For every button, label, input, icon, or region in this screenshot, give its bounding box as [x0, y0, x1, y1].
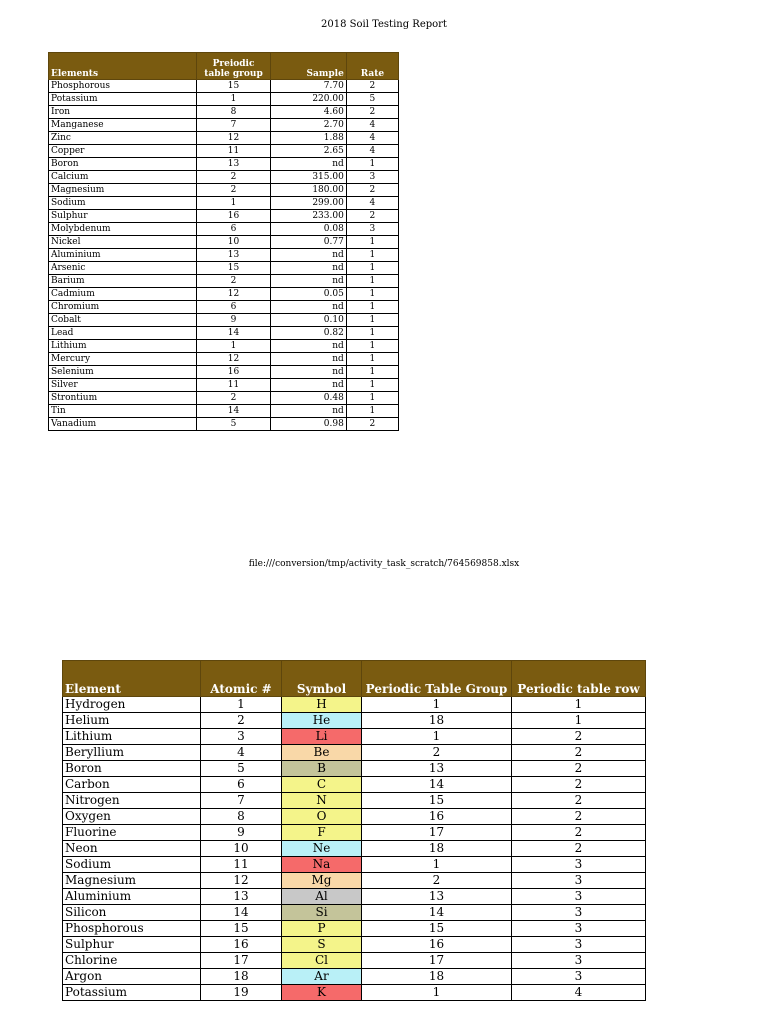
cell-element: Argon [63, 969, 201, 985]
cell-sample: nd [270, 301, 346, 314]
cell-periodic-group: 14 [362, 905, 512, 921]
cell-periodic-row: 3 [512, 953, 646, 969]
cell-atomic-number: 7 [201, 793, 282, 809]
cell-element: Helium [63, 713, 201, 729]
cell-sample: 0.05 [270, 288, 346, 301]
cell-symbol: Be [282, 745, 362, 761]
cell-rate: 1 [346, 158, 398, 171]
cell-atomic-number: 2 [201, 713, 282, 729]
cell-periodic-row: 3 [512, 857, 646, 873]
cell-sample: 0.77 [270, 236, 346, 249]
cell-atomic-number: 15 [201, 921, 282, 937]
cell-symbol: F [282, 825, 362, 841]
cell-element: Lithium [63, 729, 201, 745]
cell-group: 11 [197, 145, 270, 158]
col-header-periodic-row: Periodic table row [512, 661, 646, 697]
cell-group: 5 [197, 418, 270, 431]
cell-rate: 1 [346, 340, 398, 353]
cell-periodic-row: 2 [512, 745, 646, 761]
cell-group: 1 [197, 197, 270, 210]
cell-element: Aluminium [49, 249, 197, 262]
cell-rate: 2 [346, 418, 398, 431]
cell-sample: 180.00 [270, 184, 346, 197]
cell-periodic-row: 3 [512, 969, 646, 985]
cell-element: Manganese [49, 119, 197, 132]
table-row [63, 889, 646, 905]
cell-element: Lead [49, 327, 197, 340]
cell-element: Lithium [49, 340, 197, 353]
cell-element: Aluminium [63, 889, 201, 905]
cell-rate: 1 [346, 353, 398, 366]
table-row [63, 873, 646, 889]
cell-periodic-group: 2 [362, 745, 512, 761]
cell-periodic-group: 18 [362, 841, 512, 857]
cell-sample: 0.08 [270, 223, 346, 236]
cell-symbol: Mg [282, 873, 362, 889]
cell-sample: 2.65 [270, 145, 346, 158]
cell-sample: 1.88 [270, 132, 346, 145]
cell-rate: 1 [346, 366, 398, 379]
cell-sample: nd [270, 158, 346, 171]
cell-periodic-group: 1 [362, 857, 512, 873]
table-row [49, 223, 399, 236]
cell-element: Silicon [63, 905, 201, 921]
cell-sample: 4.60 [270, 106, 346, 119]
table-row [49, 301, 399, 314]
table-row [49, 145, 399, 158]
cell-group: 14 [197, 405, 270, 418]
table-row [49, 366, 399, 379]
table-row [49, 340, 399, 353]
cell-group: 12 [197, 132, 270, 145]
cell-group: 8 [197, 106, 270, 119]
cell-element: Calcium [49, 171, 197, 184]
cell-rate: 1 [346, 392, 398, 405]
table-row [49, 379, 399, 392]
cell-atomic-number: 8 [201, 809, 282, 825]
cell-symbol: He [282, 713, 362, 729]
cell-group: 6 [197, 223, 270, 236]
cell-atomic-number: 13 [201, 889, 282, 905]
col-header-periodic-group: Periodic Table Group [362, 661, 512, 697]
cell-atomic-number: 18 [201, 969, 282, 985]
cell-periodic-group: 1 [362, 985, 512, 1001]
cell-element: Sodium [63, 857, 201, 873]
cell-element: Vanadium [49, 418, 197, 431]
table-row [49, 80, 399, 93]
cell-sample: nd [270, 366, 346, 379]
cell-periodic-row: 3 [512, 889, 646, 905]
cell-periodic-row: 3 [512, 905, 646, 921]
cell-element: Selenium [49, 366, 197, 379]
cell-element: Chromium [49, 301, 197, 314]
file-path: file:///conversion/tmp/activity_task_scratch/764569858.xlsx [248, 559, 520, 569]
cell-group: 12 [197, 288, 270, 301]
table-row [49, 418, 399, 431]
cell-periodic-group: 15 [362, 921, 512, 937]
cell-element: Cadmium [49, 288, 197, 301]
cell-periodic-row: 3 [512, 937, 646, 953]
cell-rate: 4 [346, 145, 398, 158]
table-row [49, 93, 399, 106]
cell-symbol: Si [282, 905, 362, 921]
table-row [63, 793, 646, 809]
table-row [49, 106, 399, 119]
cell-periodic-group: 13 [362, 889, 512, 905]
cell-sample: 2.70 [270, 119, 346, 132]
cell-rate: 1 [346, 405, 398, 418]
table-row [49, 353, 399, 366]
cell-periodic-group: 16 [362, 937, 512, 953]
cell-sample: nd [270, 249, 346, 262]
cell-group: 16 [197, 366, 270, 379]
cell-element: Phosphorous [63, 921, 201, 937]
cell-rate: 1 [346, 249, 398, 262]
table-row [49, 288, 399, 301]
cell-sample: 0.98 [270, 418, 346, 431]
cell-group: 15 [197, 262, 270, 275]
cell-symbol: K [282, 985, 362, 1001]
col-header-sample: Sample [270, 53, 346, 80]
cell-element: Arsenic [49, 262, 197, 275]
cell-group: 11 [197, 379, 270, 392]
cell-rate: 2 [346, 184, 398, 197]
cell-group: 2 [197, 275, 270, 288]
cell-periodic-group: 2 [362, 873, 512, 889]
cell-periodic-row: 1 [512, 713, 646, 729]
cell-atomic-number: 3 [201, 729, 282, 745]
cell-rate: 1 [346, 327, 398, 340]
cell-rate: 5 [346, 93, 398, 106]
cell-rate: 1 [346, 314, 398, 327]
cell-atomic-number: 17 [201, 953, 282, 969]
cell-element: Potassium [49, 93, 197, 106]
cell-symbol: Li [282, 729, 362, 745]
cell-element: Carbon [63, 777, 201, 793]
table-row [49, 158, 399, 171]
cell-group: 16 [197, 210, 270, 223]
cell-element: Sodium [49, 197, 197, 210]
table-row [63, 953, 646, 969]
cell-rate: 2 [346, 80, 398, 93]
cell-periodic-row: 2 [512, 761, 646, 777]
table-row [49, 119, 399, 132]
table-row [49, 249, 399, 262]
cell-symbol: Ar [282, 969, 362, 985]
cell-periodic-row: 3 [512, 921, 646, 937]
col-header-rate: Rate [346, 53, 398, 80]
cell-rate: 2 [346, 210, 398, 223]
cell-group: 9 [197, 314, 270, 327]
cell-symbol: Al [282, 889, 362, 905]
cell-group: 2 [197, 392, 270, 405]
table-row [49, 210, 399, 223]
table-row [63, 729, 646, 745]
cell-rate: 1 [346, 288, 398, 301]
table-row [63, 745, 646, 761]
cell-atomic-number: 4 [201, 745, 282, 761]
cell-atomic-number: 19 [201, 985, 282, 1001]
cell-sample: nd [270, 353, 346, 366]
cell-element: Zinc [49, 132, 197, 145]
cell-element: Neon [63, 841, 201, 857]
col-header-elements: Elements [49, 53, 197, 80]
cell-group: 1 [197, 340, 270, 353]
cell-symbol: Cl [282, 953, 362, 969]
cell-group: 10 [197, 236, 270, 249]
cell-element: Fluorine [63, 825, 201, 841]
cell-sample: 0.82 [270, 327, 346, 340]
cell-rate: 1 [346, 262, 398, 275]
cell-rate: 1 [346, 301, 398, 314]
cell-sample: nd [270, 275, 346, 288]
cell-rate: 1 [346, 379, 398, 392]
cell-element: Iron [49, 106, 197, 119]
col-header-symbol: Symbol [282, 661, 362, 697]
soil-table-header-row [49, 53, 399, 80]
cell-sample: nd [270, 379, 346, 392]
table-row [49, 275, 399, 288]
table-row [63, 713, 646, 729]
cell-periodic-group: 14 [362, 777, 512, 793]
cell-element: Molybdenum [49, 223, 197, 236]
cell-element: Chlorine [63, 953, 201, 969]
cell-sample: 0.48 [270, 392, 346, 405]
cell-element: Boron [63, 761, 201, 777]
cell-periodic-row: 2 [512, 809, 646, 825]
cell-element: Potassium [63, 985, 201, 1001]
table-row [63, 905, 646, 921]
table-row [63, 825, 646, 841]
report-title: 2018 Soil Testing Report [321, 19, 447, 30]
cell-sample: 220.00 [270, 93, 346, 106]
cell-element: Sulphur [49, 210, 197, 223]
table-row [49, 327, 399, 340]
cell-element: Strontium [49, 392, 197, 405]
table-row [49, 171, 399, 184]
cell-element: Nickel [49, 236, 197, 249]
cell-element: Tin [49, 405, 197, 418]
cell-atomic-number: 1 [201, 697, 282, 713]
cell-sample: 7.70 [270, 80, 346, 93]
cell-element: Magnesium [49, 184, 197, 197]
cell-group: 14 [197, 327, 270, 340]
cell-periodic-row: 1 [512, 697, 646, 713]
cell-atomic-number: 6 [201, 777, 282, 793]
cell-group: 6 [197, 301, 270, 314]
cell-element: Boron [49, 158, 197, 171]
cell-atomic-number: 16 [201, 937, 282, 953]
cell-symbol: P [282, 921, 362, 937]
cell-periodic-row: 2 [512, 729, 646, 745]
cell-symbol: O [282, 809, 362, 825]
cell-group: 2 [197, 184, 270, 197]
table-row [63, 969, 646, 985]
cell-rate: 2 [346, 106, 398, 119]
cell-element: Sulphur [63, 937, 201, 953]
cell-sample: 233.00 [270, 210, 346, 223]
cell-periodic-group: 18 [362, 969, 512, 985]
cell-periodic-row: 2 [512, 777, 646, 793]
cell-element: Nitrogen [63, 793, 201, 809]
cell-group: 15 [197, 80, 270, 93]
cell-symbol: S [282, 937, 362, 953]
cell-periodic-group: 16 [362, 809, 512, 825]
cell-sample: nd [270, 340, 346, 353]
cell-periodic-row: 4 [512, 985, 646, 1001]
cell-group: 13 [197, 249, 270, 262]
cell-sample: 315.00 [270, 171, 346, 184]
cell-element: Barium [49, 275, 197, 288]
table-row [49, 392, 399, 405]
table-row [63, 761, 646, 777]
table-row [63, 857, 646, 873]
cell-group: 2 [197, 171, 270, 184]
table-row [49, 262, 399, 275]
table-row [49, 236, 399, 249]
cell-symbol: C [282, 777, 362, 793]
cell-periodic-group: 13 [362, 761, 512, 777]
cell-periodic-group: 18 [362, 713, 512, 729]
cell-group: 1 [197, 93, 270, 106]
cell-element: Hydrogen [63, 697, 201, 713]
cell-element: Silver [49, 379, 197, 392]
cell-symbol: B [282, 761, 362, 777]
cell-rate: 3 [346, 223, 398, 236]
cell-symbol: H [282, 697, 362, 713]
cell-periodic-group: 1 [362, 729, 512, 745]
cell-periodic-row: 3 [512, 873, 646, 889]
cell-rate: 3 [346, 171, 398, 184]
cell-group: 12 [197, 353, 270, 366]
cell-rate: 4 [346, 132, 398, 145]
table-row [49, 197, 399, 210]
cell-element: Cobalt [49, 314, 197, 327]
cell-sample: 299.00 [270, 197, 346, 210]
table-row [63, 809, 646, 825]
table-row [49, 184, 399, 197]
cell-element: Mercury [49, 353, 197, 366]
cell-element: Copper [49, 145, 197, 158]
col-header-atomic: Atomic # [201, 661, 282, 697]
cell-atomic-number: 9 [201, 825, 282, 841]
table-row [63, 921, 646, 937]
table-row [49, 314, 399, 327]
cell-rate: 1 [346, 236, 398, 249]
cell-atomic-number: 12 [201, 873, 282, 889]
cell-rate: 4 [346, 197, 398, 210]
cell-symbol: N [282, 793, 362, 809]
table-row [49, 405, 399, 418]
table-row [63, 777, 646, 793]
cell-sample: nd [270, 262, 346, 275]
cell-periodic-group: 17 [362, 825, 512, 841]
table-row [49, 132, 399, 145]
table-row [63, 937, 646, 953]
cell-atomic-number: 10 [201, 841, 282, 857]
cell-group: 13 [197, 158, 270, 171]
col-header-group: Preiodic table group [197, 53, 270, 80]
cell-element: Beryllium [63, 745, 201, 761]
cell-atomic-number: 11 [201, 857, 282, 873]
cell-rate: 1 [346, 275, 398, 288]
periodic-elements-table [62, 660, 646, 1001]
soil-testing-table [48, 52, 399, 431]
cell-sample: nd [270, 405, 346, 418]
cell-periodic-group: 15 [362, 793, 512, 809]
cell-symbol: Ne [282, 841, 362, 857]
cell-symbol: Na [282, 857, 362, 873]
cell-periodic-row: 2 [512, 793, 646, 809]
cell-element: Magnesium [63, 873, 201, 889]
table-row [63, 697, 646, 713]
cell-atomic-number: 14 [201, 905, 282, 921]
periodic-table-header-row [63, 661, 646, 697]
cell-element: Oxygen [63, 809, 201, 825]
cell-element: Phosphorous [49, 80, 197, 93]
cell-periodic-row: 2 [512, 841, 646, 857]
col-header-element: Element [63, 661, 201, 697]
cell-periodic-group: 17 [362, 953, 512, 969]
cell-sample: 0.10 [270, 314, 346, 327]
cell-rate: 4 [346, 119, 398, 132]
table-row [63, 985, 646, 1001]
cell-periodic-row: 2 [512, 825, 646, 841]
table-row [63, 841, 646, 857]
cell-group: 7 [197, 119, 270, 132]
cell-atomic-number: 5 [201, 761, 282, 777]
cell-periodic-group: 1 [362, 697, 512, 713]
